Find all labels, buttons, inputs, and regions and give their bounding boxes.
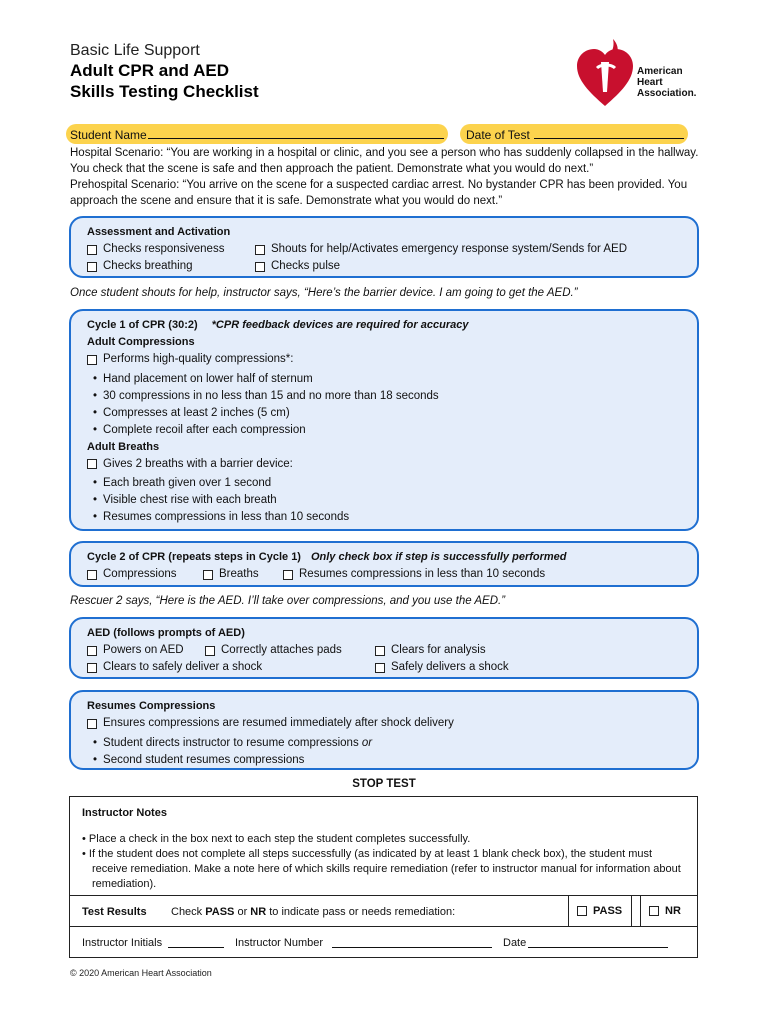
check-item: [87, 659, 375, 676]
item-label: Breaths: [219, 568, 259, 580]
instr-nr: NR: [250, 906, 267, 918]
checkbox[interactable]: [87, 459, 97, 469]
list-item: • Second student resumes compressions: [87, 752, 681, 769]
student-info-row: [66, 124, 690, 144]
check-item: [87, 351, 293, 368]
check-item: [375, 642, 486, 659]
list-item: • Visible chest rise with each breath: [87, 492, 681, 509]
item-label: Checks breathing: [103, 260, 193, 272]
check-item: [87, 241, 255, 258]
date-of-test-field[interactable]: [534, 138, 684, 139]
instr-text: to indicate pass or needs remediation:: [266, 906, 456, 918]
instructor-note-2: Rescuer 2 says, “Here is the AED. I’ll take over compressions, and you use the AED.”: [70, 595, 506, 607]
item-label: Gives 2 breaths with a barrier device:: [103, 457, 293, 470]
instr-text: Check: [171, 906, 206, 918]
check-item: [87, 642, 205, 659]
instructor-number-label: Instructor Number: [235, 937, 324, 949]
test-results-label: Test Results: [82, 906, 147, 918]
date-of-test-label: Date of Test: [466, 128, 530, 142]
check-item: [375, 659, 509, 676]
checkbox[interactable]: [205, 646, 215, 656]
item-label: Shouts for help/Activates emergency response system/Sends for AED: [271, 243, 628, 255]
checkbox[interactable]: [87, 719, 97, 729]
cycle1-section: [69, 309, 699, 531]
hospital-scenario: Hospital Scenario: “You are working in a hospital or clinic, and you see a person who has suddenly collapsed in the hallway. You check that the scene is safe and then approach the patient. Demonstrate what you would do next.”: [70, 147, 699, 175]
resumes-section: [69, 690, 699, 770]
instr-text: or: [234, 906, 251, 918]
assessment-section: [69, 216, 699, 278]
item-label: Resumes compressions in less than 10 seconds: [299, 568, 546, 580]
initials-label: Instructor Initials: [82, 937, 163, 949]
list-item: • Place a check in the box next to each step the student completes successfully.: [82, 832, 682, 847]
prehospital-scenario: Prehospital Scenario: “You arrive on the scene for a suspected cardiac arrest. No bystander CPR has been provided. You approach the scene and ensure that it is safe. Demonstrate what you would do next.”: [70, 179, 688, 207]
header: [70, 42, 259, 102]
section-heading-note: Only check box if step is successfully performed: [310, 551, 567, 563]
item-label: Clears to safely deliver a shock: [103, 661, 263, 673]
list-item: • Compresses at least 2 inches (5 cm): [87, 405, 681, 422]
aha-logo: [575, 36, 715, 108]
instructor-number-field[interactable]: [332, 947, 492, 948]
section-heading-note: *CPR feedback devices are required for accuracy: [211, 319, 469, 331]
student-name-label: Student Name: [70, 128, 147, 142]
list-item: • 30 compressions in no less than 15 and no more than 18 seconds: [87, 388, 681, 405]
instructor-note-1: Once student shouts for help, instructor says, “Here’s the barrier device. I am going to get the AED.”: [70, 287, 578, 299]
page-title-line2: Skills Testing Checklist: [70, 82, 259, 101]
pass-cell: [568, 896, 632, 926]
check-item: [87, 258, 255, 275]
checkbox[interactable]: [87, 570, 97, 580]
list-item: • If the student does not complete all steps successfully (as indicated by at least 1 blank check box), the student must receive remediation. Make a note here of which skills require remediation (refer to instructor manual for information about remediation).: [82, 847, 682, 892]
checkbox[interactable]: [255, 262, 265, 272]
aed-section: [69, 617, 699, 679]
checkbox[interactable]: [283, 570, 293, 580]
checkbox[interactable]: [255, 245, 265, 255]
list-item: • Each breath given over 1 second: [87, 475, 681, 492]
check-item: [87, 456, 293, 473]
section-heading: Resumes Compressions: [87, 700, 216, 712]
pass-label: PASS: [593, 905, 623, 917]
copyright-footer: © 2020 American Heart Association: [70, 968, 212, 978]
instructor-notes-box: [69, 796, 698, 958]
heart-torch-icon: [575, 36, 635, 108]
logo-line: American: [637, 66, 683, 77]
subtitle: Basic Life Support: [70, 42, 200, 59]
item-label: Checks responsiveness: [103, 243, 225, 255]
aha-logo-text: [637, 66, 696, 99]
section-heading: AED (follows prompts of AED): [87, 627, 245, 639]
check-item: [87, 715, 454, 732]
stop-test-heading: STOP TEST: [352, 778, 416, 790]
item-label: Performs high-quality compressions*:: [103, 353, 294, 365]
list-item-or: or: [361, 736, 373, 749]
logo-line: Heart: [637, 77, 663, 88]
section-heading: Cycle 1 of CPR (30:2): [87, 319, 198, 331]
checkbox[interactable]: [203, 570, 213, 580]
item-label: Safely delivers a shock: [391, 661, 509, 673]
check-item: [255, 241, 627, 258]
list-item-text: Student directs instructor to resume compressions: [103, 736, 359, 749]
checkbox[interactable]: [87, 646, 97, 656]
test-results-row: [70, 895, 697, 927]
section-heading: Cycle 2 of CPR (repeats steps in Cycle 1): [87, 551, 301, 563]
checkbox[interactable]: [87, 262, 97, 272]
checkbox[interactable]: [87, 355, 97, 365]
instructor-notes-list: [82, 832, 682, 892]
item-label: Compressions: [103, 568, 177, 580]
date-field[interactable]: [528, 947, 668, 948]
section-heading: Assessment and Activation: [87, 226, 231, 238]
checkbox[interactable]: [375, 646, 385, 656]
check-item: [283, 566, 545, 583]
item-label: Checks pulse: [271, 260, 341, 272]
list-item: • Complete recoil after each compression: [87, 422, 681, 439]
page-title-line1: Adult CPR and AED: [70, 61, 229, 80]
test-results-instructions: [171, 906, 455, 918]
checkbox[interactable]: [375, 663, 385, 673]
check-item: [87, 566, 203, 583]
logo-line: Association.: [637, 88, 697, 99]
check-item: [203, 566, 283, 583]
subsection-heading: Adult Compressions: [87, 336, 195, 348]
list-item: • Hand placement on lower half of sternum: [87, 371, 681, 388]
list-item: [87, 735, 681, 752]
student-name-field[interactable]: [148, 138, 444, 139]
instructor-notes-heading: Instructor Notes: [82, 807, 167, 819]
check-item: [255, 258, 340, 275]
item-label: Clears for analysis: [391, 644, 486, 656]
list-item: • Resumes compressions in less than 10 seconds: [87, 509, 681, 526]
checkbox[interactable]: [87, 245, 97, 255]
nr-checkbox[interactable]: [649, 906, 659, 916]
check-item: [205, 642, 375, 659]
item-label: Powers on AED: [103, 644, 184, 656]
date-label: Date: [503, 937, 527, 949]
pass-checkbox[interactable]: [577, 906, 587, 916]
instr-pass: PASS: [205, 906, 235, 918]
subsection-heading: Adult Breaths: [87, 440, 160, 453]
initials-field[interactable]: [168, 947, 224, 948]
nr-label: NR: [665, 905, 681, 917]
nr-cell: [640, 896, 697, 926]
cycle2-section: [69, 541, 699, 587]
item-label: Ensures compressions are resumed immediately after shock delivery: [103, 717, 454, 729]
checkbox[interactable]: [87, 663, 97, 673]
item-label: Correctly attaches pads: [221, 644, 342, 656]
